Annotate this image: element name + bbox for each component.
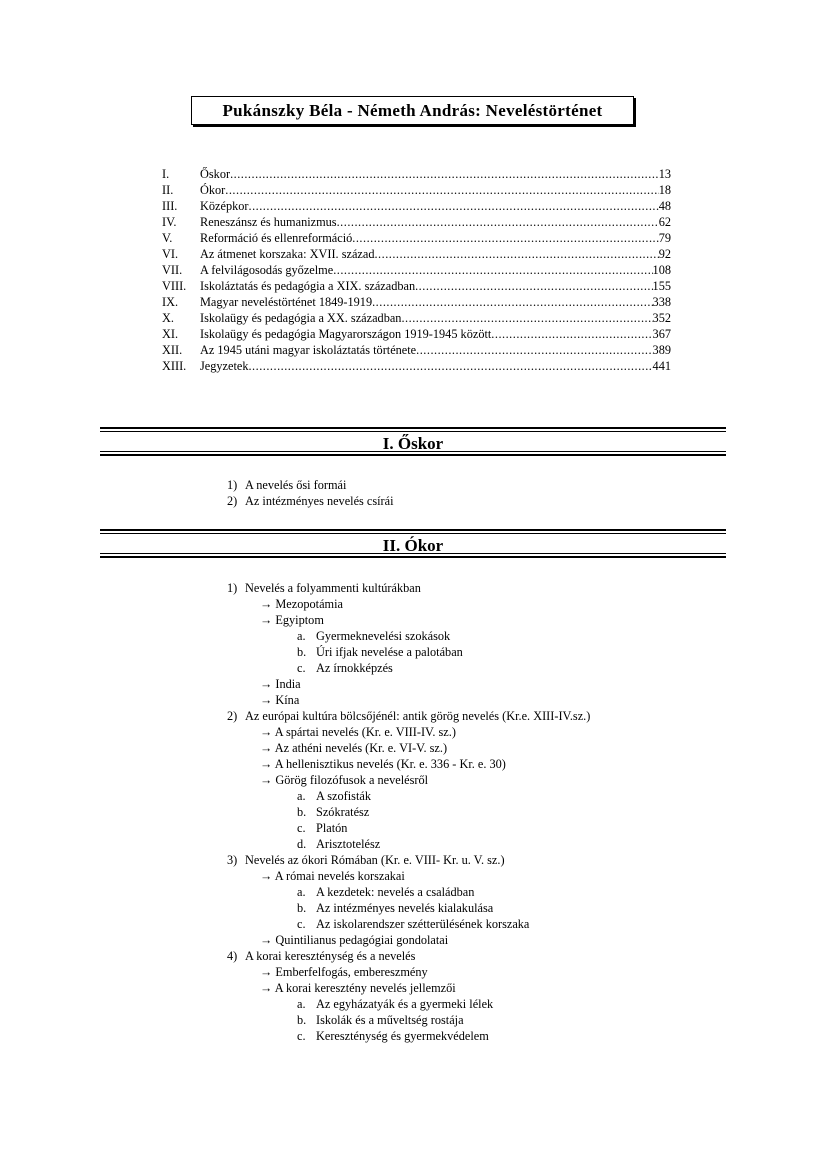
toc-leader-dots — [248, 358, 652, 374]
toc-entry-number: X. — [162, 311, 174, 325]
outline-item — [227, 996, 590, 1012]
toc-entry-title: A felvilágosodás győzelme — [200, 263, 334, 277]
outline-item — [227, 948, 590, 964]
outline-item — [227, 884, 590, 900]
outline-item — [227, 724, 590, 740]
toc-entry-title: Iskolaügy és pedagógia a XX. században — [200, 311, 402, 325]
outline-item-text: Kereszténység és gyermekvédelem — [316, 1029, 489, 1043]
outline-item-marker: c. — [297, 661, 306, 675]
outline-item-text: Egyiptom — [275, 613, 324, 627]
outline-item — [227, 820, 590, 836]
chapter-heading-1-text: I. Őskor — [382, 434, 444, 453]
toc-leader-dots — [249, 198, 659, 214]
toc-entry-number: VII. — [162, 263, 183, 277]
outline-item-marker: 2) — [227, 494, 238, 508]
toc-entry-title: Az átmenet korszaka: XVII. század — [200, 247, 375, 261]
outline-item-marker: a. — [297, 885, 306, 899]
toc-entry — [162, 262, 671, 278]
outline-item-text: India — [275, 677, 301, 691]
outline-item-text: A spártai nevelés (Kr. e. VIII-IV. sz.) — [274, 725, 456, 739]
toc-entry-number: I. — [162, 167, 170, 181]
outline-item-marker: 4) — [227, 949, 238, 963]
outline-item-marker: → — [260, 757, 273, 771]
outline-item-marker: c. — [297, 917, 306, 931]
outline-item — [227, 740, 590, 756]
outline-item-text: Kína — [275, 693, 300, 707]
outline-item — [227, 708, 590, 724]
outline-item-text: Arisztotelész — [316, 837, 381, 851]
toc-leader-dots — [372, 294, 652, 310]
toc-entry-page: 18 — [658, 183, 671, 197]
toc-entry-number: II. — [162, 183, 174, 197]
toc-leader-dots — [416, 342, 652, 358]
outline-item-marker: → — [260, 597, 273, 611]
toc-entry-number: XIII. — [162, 359, 187, 373]
outline-item-text: Az európai kultúra bölcsőjénél: antik görög nevelés (Kr.e. XIII-IV.sz.) — [245, 709, 591, 723]
toc-leader-dots — [230, 166, 659, 182]
outline-item-text: Emberfelfogás, embereszmény — [275, 965, 428, 979]
toc-entry — [162, 294, 671, 310]
toc-entry — [162, 246, 671, 262]
toc-entry-number: VI. — [162, 247, 179, 261]
outline-item-marker: → — [260, 773, 273, 787]
toc-leader-dots — [374, 246, 658, 262]
outline-item — [227, 804, 590, 820]
outline-item-marker: → — [260, 933, 273, 947]
outline-item-text: A hellenisztikus nevelés (Kr. e. 336 - Kr. e. 30) — [274, 757, 506, 771]
outline-item — [227, 580, 590, 596]
toc-entry-title: Őskor — [200, 167, 231, 181]
toc-entry-page: 48 — [658, 199, 671, 213]
outline-item-marker: b. — [297, 901, 307, 915]
outline-item — [227, 493, 394, 509]
toc-entry — [162, 310, 671, 326]
toc-entry — [162, 166, 671, 182]
toc-entry-page: 338 — [652, 295, 671, 309]
outline-item-marker: d. — [297, 837, 307, 851]
toc-entry-title: Ókor — [200, 183, 226, 197]
toc-leader-dots — [337, 214, 659, 230]
outline-item-marker: 1) — [227, 581, 238, 595]
toc-leader-dots — [491, 326, 652, 342]
outline-item-marker: a. — [297, 997, 306, 1011]
outline-item-text: Platón — [316, 821, 348, 835]
outline-item-text: Görög filozófusok a nevelésről — [275, 773, 429, 787]
outline-item-marker: → — [260, 981, 273, 995]
outline-item-text: A korai keresztény nevelés jellemzői — [274, 981, 456, 995]
toc-entry-title: Magyar neveléstörténet 1849-1919 — [200, 295, 373, 309]
outline-item-marker: a. — [297, 789, 306, 803]
toc-entry-title: Reneszánsz és humanizmus — [200, 215, 337, 229]
outline-item — [227, 980, 590, 996]
outline-item — [227, 676, 590, 692]
toc-entry-number: XI. — [162, 327, 179, 341]
chapter-2-outline — [227, 580, 590, 1044]
outline-item — [227, 1028, 590, 1044]
outline-item — [227, 477, 394, 493]
chapter-heading-1 — [100, 427, 726, 456]
toc-entry-title: Az 1945 utáni magyar iskoláztatás története — [200, 343, 417, 357]
outline-item-marker: → — [260, 741, 273, 755]
outline-item-text: Az intézményes nevelés kialakulása — [316, 901, 494, 915]
outline-item-marker: 1) — [227, 478, 238, 492]
outline-item-marker: 2) — [227, 709, 238, 723]
outline-item-text: A nevelés ősi formái — [245, 478, 347, 492]
toc-entry — [162, 358, 671, 374]
outline-item — [227, 932, 590, 948]
outline-item-text: Mezopotámia — [275, 597, 343, 611]
outline-item — [227, 692, 590, 708]
toc-entry — [162, 198, 671, 214]
toc-entry-number: XII. — [162, 343, 183, 357]
toc-entry-page: 389 — [652, 343, 671, 357]
chapter-heading-2 — [100, 529, 726, 558]
outline-item — [227, 660, 590, 676]
outline-item — [227, 756, 590, 772]
outline-item-marker: b. — [297, 805, 307, 819]
toc-entry — [162, 342, 671, 358]
outline-item-text: Szókratész — [316, 805, 370, 819]
outline-item-text: Nevelés az ókori Rómában (Kr. e. VIII- Kr. u. V. sz.) — [245, 853, 505, 867]
outline-item-text: A szofisták — [316, 789, 371, 803]
outline-item-text: Gyermeknevelési szokások — [316, 629, 451, 643]
outline-item — [227, 596, 590, 612]
outline-item — [227, 964, 590, 980]
outline-item-text: A kezdetek: nevelés a családban — [316, 885, 475, 899]
toc-entry-page: 62 — [658, 215, 671, 229]
toc-entry-title: Iskolaügy és pedagógia Magyarországon 1919-1945 között — [200, 327, 492, 341]
outline-item — [227, 772, 590, 788]
outline-item-marker: 3) — [227, 853, 238, 867]
toc-leader-dots — [333, 262, 652, 278]
toc-leader-dots — [352, 230, 658, 246]
outline-item — [227, 868, 590, 884]
toc-leader-dots — [415, 278, 652, 294]
outline-item — [227, 612, 590, 628]
toc-entry-number: V. — [162, 231, 173, 245]
document-title: Pukánszky Béla - Németh András: Neveléstörténet — [191, 96, 634, 125]
toc-entry-number: III. — [162, 199, 178, 213]
toc-entry-page: 352 — [652, 311, 671, 325]
toc-entry-page: 367 — [652, 327, 671, 341]
outline-item — [227, 916, 590, 932]
outline-item — [227, 1012, 590, 1028]
toc-entry-number: IX. — [162, 295, 179, 309]
outline-item — [227, 644, 590, 660]
chapter-1-outline — [227, 477, 394, 509]
outline-item — [227, 900, 590, 916]
outline-item-marker: → — [260, 965, 273, 979]
outline-item-text: A korai kereszténység és a nevelés — [245, 949, 416, 963]
outline-item-marker: → — [260, 869, 273, 883]
outline-item — [227, 852, 590, 868]
outline-item-text: Az írnokképzés — [316, 661, 393, 675]
outline-item-marker: c. — [297, 821, 306, 835]
toc-entry-number: VIII. — [162, 279, 187, 293]
toc-entry-page: 92 — [658, 247, 671, 261]
toc-entry — [162, 326, 671, 342]
toc-leader-dots — [225, 182, 658, 198]
toc-entry — [162, 214, 671, 230]
outline-item — [227, 628, 590, 644]
outline-item-text: Az intézményes nevelés csírái — [245, 494, 394, 508]
toc-entry-page: 155 — [652, 279, 671, 293]
outline-item-text: Az egyházatyák és a gyermeki lélek — [316, 997, 494, 1011]
outline-item-marker: → — [260, 725, 273, 739]
toc-leader-dots — [401, 310, 652, 326]
outline-item-text: Quintilianus pedagógiai gondolatai — [275, 933, 449, 947]
outline-item-text: Úri ifjak nevelése a palotában — [316, 645, 463, 659]
outline-item-text: A római nevelés korszakai — [274, 869, 405, 883]
outline-item-text: Az athéni nevelés (Kr. e. VI-V. sz.) — [274, 741, 448, 755]
toc-entry — [162, 278, 671, 294]
toc-entry-title: Iskoláztatás és pedagógia a XIX. században — [200, 279, 416, 293]
toc-entry-title: Középkor — [200, 199, 249, 213]
toc-entry-page: 79 — [658, 231, 671, 245]
toc-entry-page: 13 — [658, 167, 671, 181]
outline-item-text: Iskolák és a műveltség rostája — [316, 1013, 464, 1027]
outline-item-marker: → — [260, 613, 273, 627]
toc-entry-number: IV. — [162, 215, 177, 229]
toc-entry-page: 441 — [652, 359, 671, 373]
outline-item-marker: b. — [297, 645, 307, 659]
outline-item-marker: → — [260, 677, 273, 691]
outline-item-text: Az iskolarendszer szétterülésének korszaka — [316, 917, 530, 931]
outline-item — [227, 788, 590, 804]
outline-item-marker: a. — [297, 629, 306, 643]
toc-entry-title: Jegyzetek — [200, 359, 249, 373]
toc-entry-page: 108 — [652, 263, 671, 277]
table-of-contents — [162, 166, 671, 374]
chapter-heading-2-text: II. Ókor — [382, 536, 444, 555]
toc-entry — [162, 230, 671, 246]
outline-item-text: Nevelés a folyammenti kultúrákban — [245, 581, 421, 595]
outline-item-marker: b. — [297, 1013, 307, 1027]
toc-entry-title: Reformáció és ellenreformáció — [200, 231, 353, 245]
outline-item — [227, 836, 590, 852]
outline-item-marker: c. — [297, 1029, 306, 1043]
outline-item-marker: → — [260, 693, 273, 707]
toc-entry — [162, 182, 671, 198]
